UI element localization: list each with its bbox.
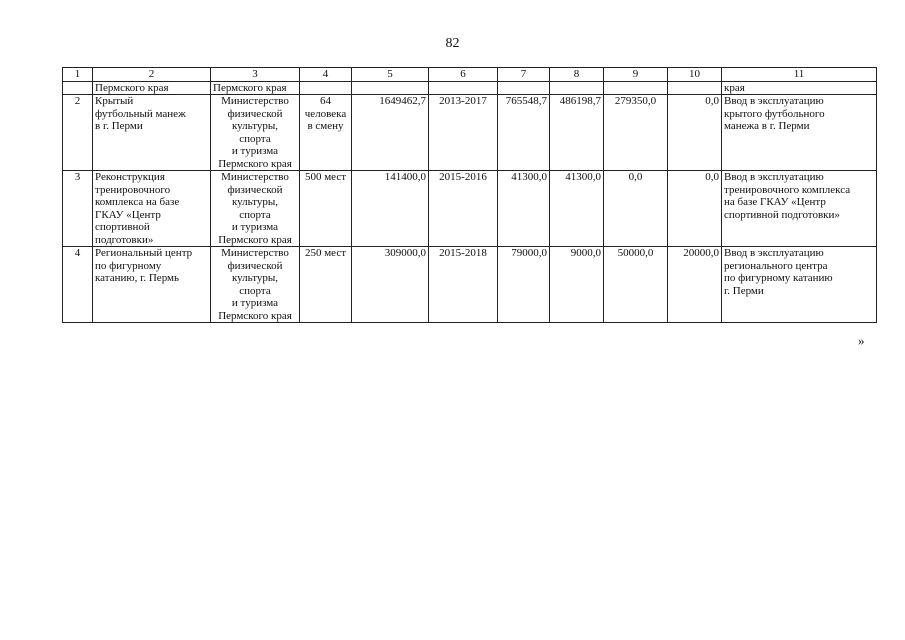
ministry-cell: Пермского края [211,81,300,95]
page-number: 82 [445,36,460,51]
cell-line: 64 [320,95,331,107]
table-row [63,247,877,323]
cell-line: катанию, г. Пермь [95,272,179,284]
cell-line: по фигурному [95,259,162,272]
column-number: 11 [722,68,877,82]
cell-line: Ввод в эксплуатацию [724,171,824,183]
column-number: 10 [668,68,722,82]
cell-line: культуры, [231,196,279,208]
cost-cell: 141400,0 [352,171,429,247]
cell-line: Министерство [221,247,289,259]
cell-line: Пермского края [218,309,292,322]
period-cell: 2015-2018 [429,247,498,323]
row-number-cell: 3 [63,171,93,247]
column-number: 1 [63,68,93,82]
column-number: 9 [604,68,668,82]
column-number: 4 [300,68,352,82]
row-number-cell: 4 [63,247,93,323]
amount-cell: 486198,7 [550,95,604,171]
amount-cell: 0,0 [604,171,668,247]
cell-line: футбольный манеж [95,107,186,120]
column-number-row [63,68,877,82]
name-cell [93,247,211,323]
amount-cell: 50000,0 [604,247,668,323]
cell-line: культуры, [231,120,279,132]
table-row [63,95,877,171]
capacity-cell [300,171,352,247]
result-cell [722,95,877,171]
name-cell [93,95,211,171]
amount-cell: 9000,0 [550,247,604,323]
cell-line: крытого футбольного [724,107,825,120]
cell-line: по фигурному катанию [724,272,833,284]
cell-line: регионального центра [724,259,828,272]
ministry-cell [211,95,300,171]
table-row [63,171,877,247]
cell-line: спорта [239,208,271,221]
cell-line: и туризма [231,145,279,157]
cell-line: и туризма [231,297,279,309]
amount-cell: 41300,0 [550,171,604,247]
column-number: 2 [93,68,211,82]
cell-line: комплекса на базе [95,196,180,208]
amount-cell: 0,0 [668,171,722,247]
cell-line: тренировочного комплекса [724,183,851,196]
cell-line: 250 мест [304,247,347,259]
cost-cell: 309000,0 [352,247,429,323]
cell-line: Региональный центр [95,247,193,259]
cell-line: Реконструкция [95,171,165,183]
amount-cell: 20000,0 [668,247,722,323]
cell-line: спортивной [95,221,150,233]
cell-line: подготовки» [95,233,154,246]
cell-line: Министерство [221,95,289,107]
cell-line: в смену [307,120,344,132]
ministry-cell [211,171,300,247]
cell-line: 500 мест [304,171,347,183]
amount-cell: 279350,0 [604,95,668,171]
table-body [63,95,877,323]
column-number: 8 [550,68,604,82]
column-number: 3 [211,68,300,82]
cell-line: Ввод в эксплуатацию [724,247,824,259]
cell-line: манежа в г. Перми [724,120,810,132]
amount-cell: 0,0 [668,95,722,171]
cell-line: физической [227,183,283,196]
cell-line: Министерство [221,171,289,183]
cell-line: физической [227,259,283,272]
cell-line: Пермского края [218,157,292,170]
row-number-cell: 2 [63,95,93,171]
cell-line: спорта [239,284,271,297]
period-cell: 2013-2017 [429,95,498,171]
cell-line: Пермского края [218,233,292,246]
result-cell: края [722,81,877,95]
column-number: 7 [498,68,550,82]
cell-line: на базе ГКАУ «Центр [724,196,826,208]
cell-line: в г. Перми [95,120,143,132]
period-cell: 2015-2016 [429,171,498,247]
cell-line: Крытый [95,95,134,107]
cell-line: человека [304,107,347,120]
capacity-cell [300,247,352,323]
projects-table [62,67,877,323]
column-number: 6 [429,68,498,82]
cell-line: и туризма [231,221,279,233]
cell-line: тренировочного [95,183,171,196]
amount-cell: 41300,0 [498,171,550,247]
capacity-cell [300,95,352,171]
cell-line: ГКАУ «Центр [95,208,161,221]
ministry-cell [211,247,300,323]
result-cell [722,247,877,323]
closing-quote: » [858,333,865,348]
name-cell: Пермского края [93,81,211,95]
name-cell [93,171,211,247]
cell-line: спорта [239,132,271,145]
cell-line: г. Перми [724,284,764,297]
result-cell [722,171,877,247]
cell-line: культуры, [231,272,279,284]
column-number: 5 [352,68,429,82]
cell-line: Ввод в эксплуатацию [724,95,824,107]
amount-cell: 79000,0 [498,247,550,323]
cell-line: спортивной подготовки» [724,208,840,221]
amount-cell: 765548,7 [498,95,550,171]
cost-cell: 1649462,7 [352,95,429,171]
cell-line: физической [227,107,283,120]
continuation-row [63,81,877,95]
